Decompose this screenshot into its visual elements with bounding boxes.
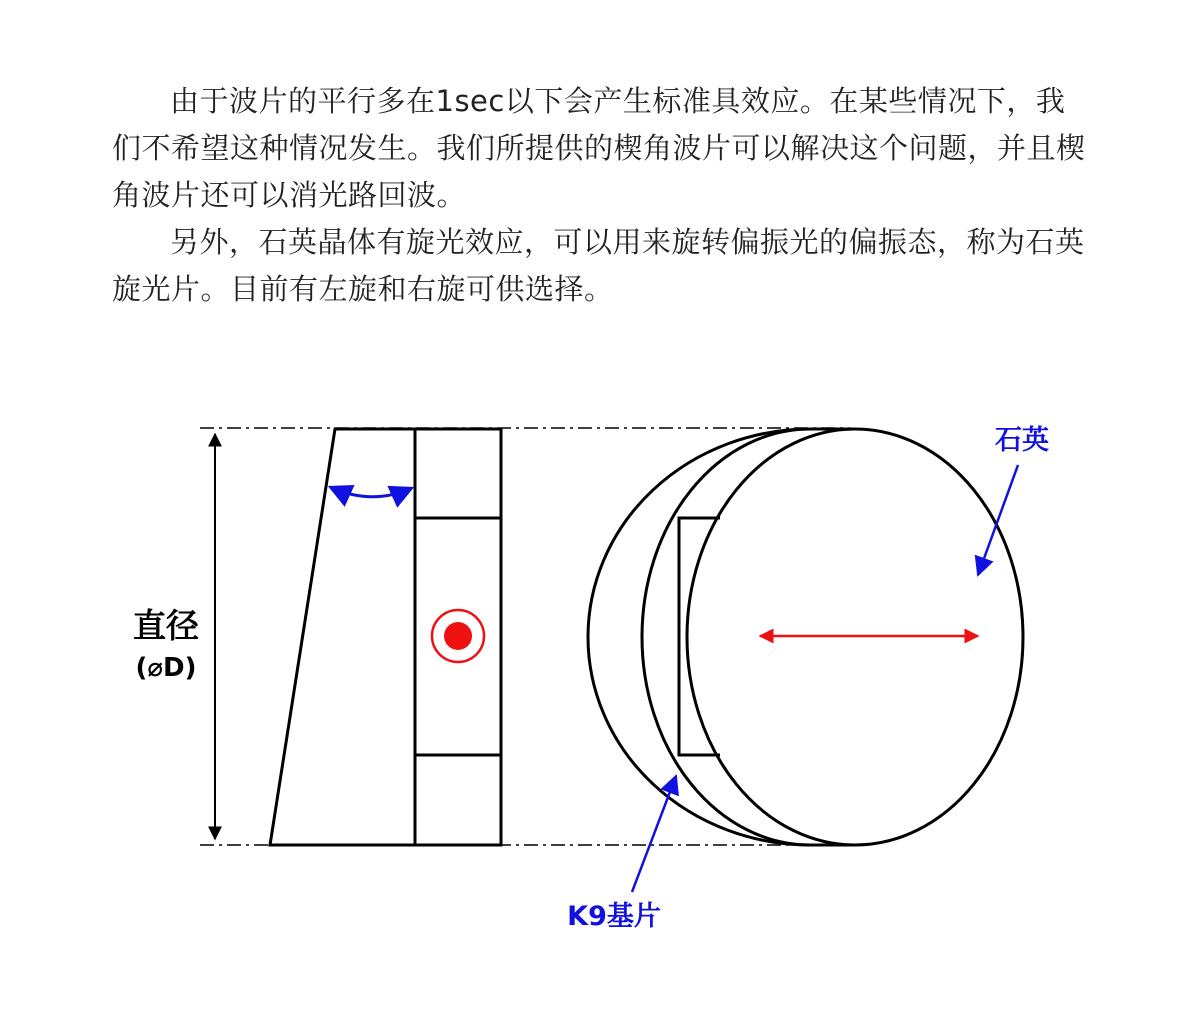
paragraph-1: 由于波片的平行多在1sec以下会产生标准具效应。在某些情况下，我们不希望这种情况发生。我们所提供的楔角波片可以解决这个问题，并且楔角波片还可以消光路回波。: [112, 84, 1086, 212]
substrate-label: K9基片: [567, 901, 661, 932]
paragraph-2: 另外，石英晶体有旋光效应，可以用来旋转偏振光的偏振态，称为石英旋光片。目前有左旋和右旋可供选择。: [112, 225, 1085, 306]
quartz-label: 石英: [995, 425, 1049, 456]
diameter-symbol: (⌀D): [135, 653, 197, 683]
optical-axis-dot: [444, 622, 472, 650]
substrate-pointer-arrow: [632, 776, 676, 892]
diameter-label: 直径: [133, 606, 199, 645]
wedge-angle-arrow: [330, 487, 412, 497]
